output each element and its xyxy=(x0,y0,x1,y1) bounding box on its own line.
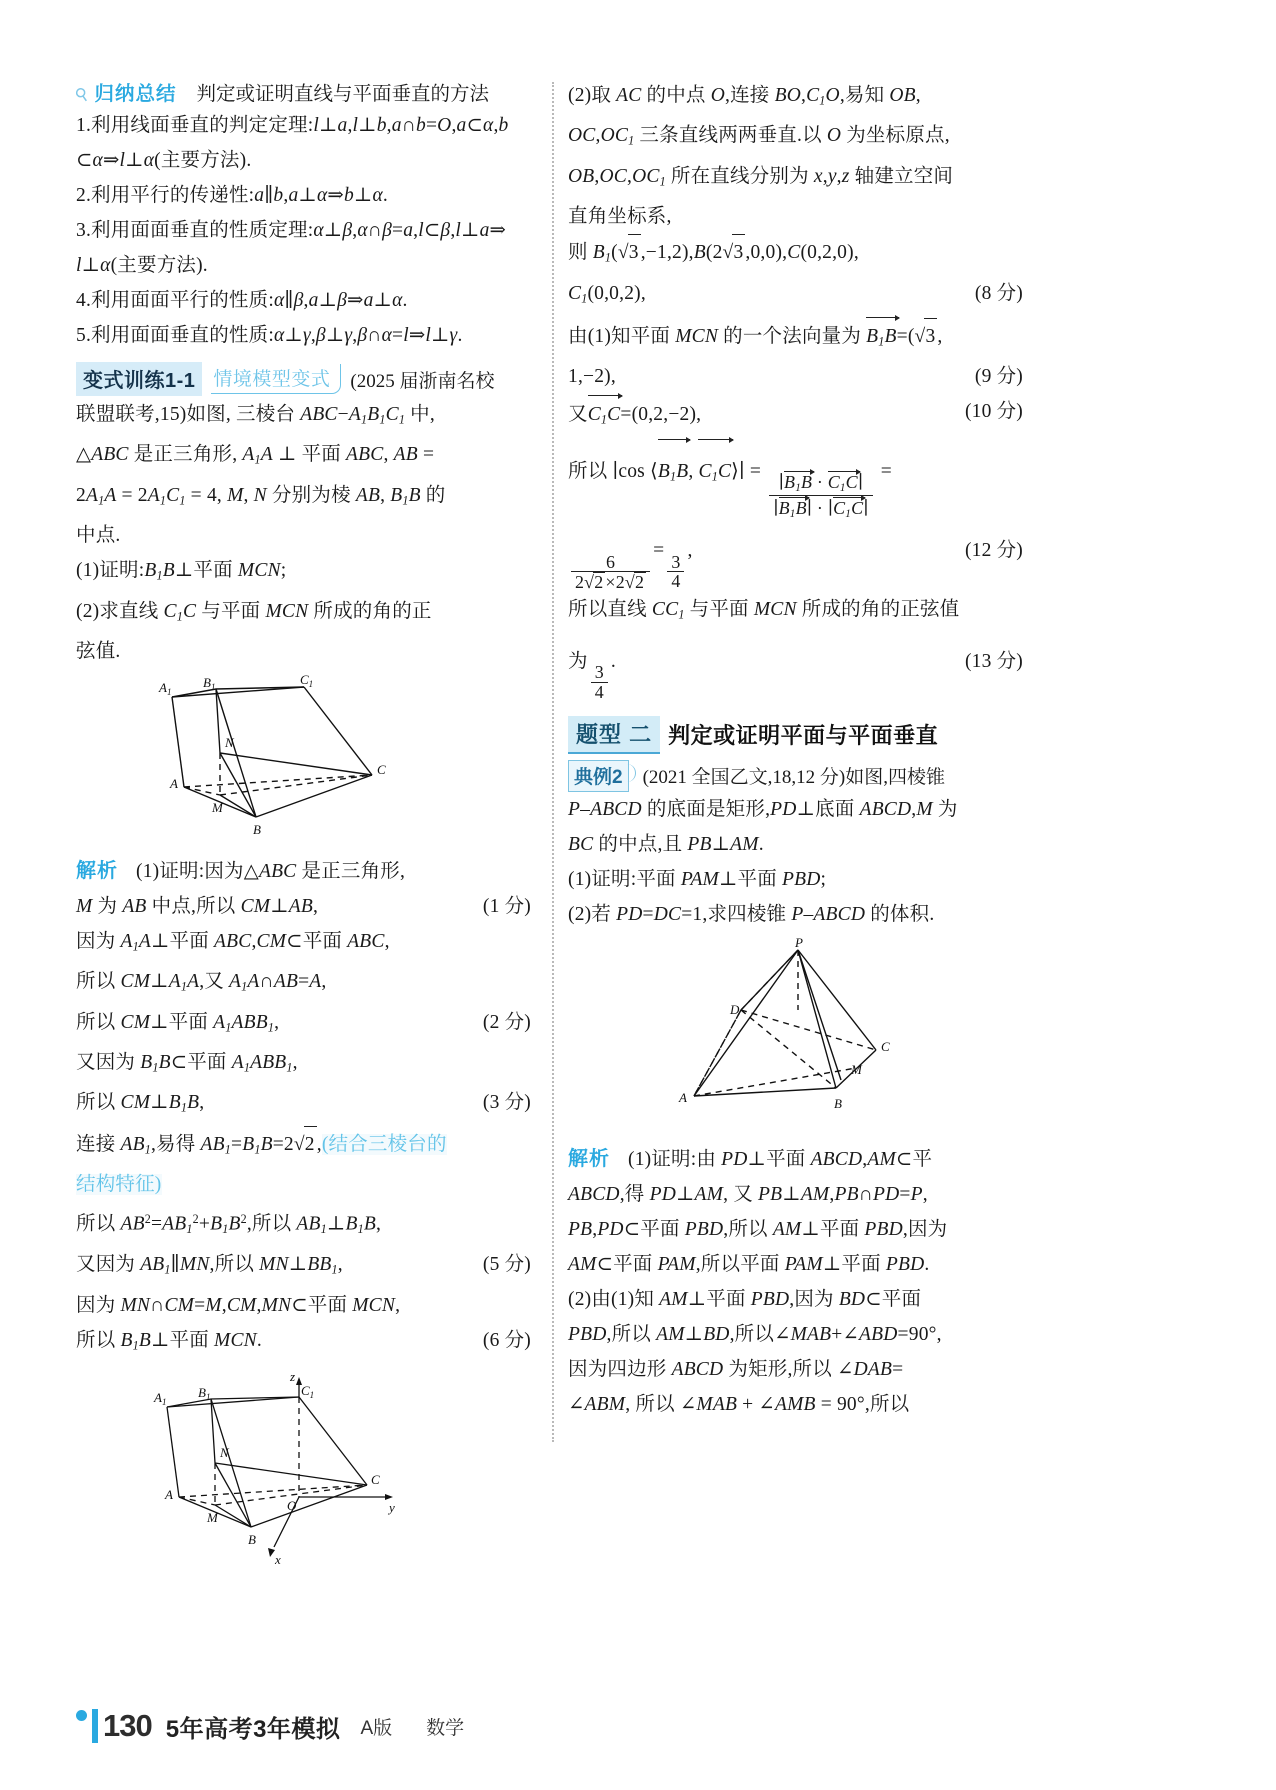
variant-training-tag: 情境模型变式 xyxy=(211,364,341,394)
figure-label-A: A xyxy=(169,775,178,791)
analysis-line: M 为 AB 中点,所以 CM⊥AB, (1 分) xyxy=(76,889,531,924)
summary-item: 4.利用面面平行的性质:α∥β,a⊥β⇒a⊥α. xyxy=(76,290,408,311)
result-fraction: $\frac{6}{2√2 \times 2√2}$ xyxy=(571,553,650,593)
variant-training-question-1: (1)证明$:B_1B\perp$平面 MCN; xyxy=(76,560,287,583)
analysis-annotation: (结合三棱台的 xyxy=(321,1133,447,1155)
figure-label-B1: $B_1$ xyxy=(197,1384,210,1402)
figure-prism-frustum-1 xyxy=(154,675,454,850)
analysis-line: 解析 (1)证明:由 PD⊥平面 ABCD,AM⊂平 xyxy=(568,1147,933,1170)
analysis-label: 解析 xyxy=(76,859,118,882)
analysis-line: 因为四边形 ABCD 为矩形,所以 ∠DAB= xyxy=(568,1358,904,1380)
score-tag: (10 分) xyxy=(964,401,1023,423)
solution-conclusion: 所以直线 $CC_1$ 与平面 MCN 所成的角的正弦值 xyxy=(568,599,960,622)
analysis-line: ∠ABM, 所以 ∠MAB + ∠AMB = 90°,所以 xyxy=(568,1393,910,1415)
solution-line: 由(1)知平面 MCN 的一个法向量为 $B_1B=(√3$ , xyxy=(568,316,1023,359)
example-body: BC 的中点,且 PB⊥AM. xyxy=(568,833,764,855)
question-type-heading xyxy=(568,716,1023,754)
figure-label-C: C xyxy=(370,1471,380,1487)
score-tag: (8 分) xyxy=(974,282,1023,304)
figure-label-B: B xyxy=(252,821,261,837)
page-number: 130 xyxy=(103,1708,152,1743)
example-block xyxy=(568,760,1023,932)
variant-training-source-part1: (2025 届浙南名校 xyxy=(350,370,495,392)
solution-line: $OB,OC,OC_1$ 所在直线分别为 x,y,z 轴建立空间 xyxy=(568,165,954,189)
summary-item: 1.利用线面垂直的判定定理:l⊥a,l⊥b,a∩b=O,a⊂α,b xyxy=(76,115,509,136)
summary-item-cont: l⊥α(主要方法). xyxy=(76,255,208,276)
score-tag: (1 分) xyxy=(482,895,531,917)
figure-label-D: D xyxy=(729,1001,739,1017)
analysis-line: ABCD,得 PD⊥AM, 又 PB⊥AM,PB∩PD=P, xyxy=(568,1183,928,1205)
variant-training-question-2-cont: 弦值. xyxy=(76,640,121,662)
solution-line: (2)取 AC 的中点 O,连接 $BO,C_1O$,易知 OB, xyxy=(568,85,921,108)
solution-line: 1,−2), (9 分) xyxy=(568,359,1023,394)
analysis-label: 解析 xyxy=(568,1147,610,1170)
summary-item: 5.利用面面垂直的性质:α⊥γ,β⊥γ,β∩α=l⇒l⊥γ. xyxy=(76,325,463,346)
analysis-line: 又因为 $AB_1\parallel MN$,所以 $MN\perp BB_1$, (5 分) xyxy=(76,1247,531,1287)
score-tag: (2 分) xyxy=(482,1011,531,1033)
summary-item-cont: ⊂α⇒l⊥α(主要方法). xyxy=(76,150,252,171)
score-tag: (13 分) xyxy=(964,650,1023,672)
axis-arrow-x xyxy=(268,1548,275,1557)
figure-prism-frustum-2-with-axes xyxy=(149,1369,459,1569)
analysis-line: 解析 (1)证明:因为△ABC 是正三角形, xyxy=(76,859,406,882)
figure-label-B1: $B_1$ xyxy=(202,674,215,692)
analysis-line: 所以 $B_1B\perp$平面 MCN. (6 分) xyxy=(76,1323,531,1363)
subject-label: 数学 xyxy=(426,1717,465,1739)
score-tag: (12 分) xyxy=(964,539,1023,561)
analysis-line: AM⊂平面 PAM,所以平面 PAM⊥平面 PBD. xyxy=(568,1253,930,1275)
final-answer-fraction: $\frac{3}{4}$ xyxy=(591,663,608,702)
summary-title: 判定或证明直线与平面垂直的方法 xyxy=(196,84,489,105)
analysis-line: 因为 MN∩CM=M,CM,MN⊂平面 MCN, xyxy=(76,1294,401,1316)
cos-result-line: $\frac{6}{2√2 \times 2√2}$ = $\frac{3}{4}$ , (12 分) xyxy=(568,521,1023,592)
variant-training-question-2: (2)求直线 $C_1C$ 与平面 MCN 所成的角的正 xyxy=(76,600,432,623)
variant-training-block xyxy=(76,362,531,669)
right-column xyxy=(568,78,1023,1422)
analysis-line: 所以 $CM\perp B_1B$, (3 分) xyxy=(76,1085,531,1125)
figure-label-A: A xyxy=(678,1089,687,1105)
score-tag: (6 分) xyxy=(482,1329,531,1351)
analysis-line: 所以 CM⊥平面 $A_1ABB_1$, (2 分) xyxy=(76,1005,531,1045)
example-question-1: (1)证明:平面 PAM⊥平面 PBD; xyxy=(568,868,827,890)
analysis-block-left xyxy=(76,854,531,1363)
figure-pyramid-3 xyxy=(646,938,946,1138)
variant-training-header xyxy=(76,362,531,396)
key-icon: ⚲ xyxy=(71,83,93,106)
figure-label-N: N xyxy=(224,734,234,750)
page-footer xyxy=(76,1708,464,1744)
analysis-annotation-cont: 结构特征) xyxy=(76,1174,162,1196)
figure-label-M: M xyxy=(211,799,223,815)
score-tag: (3 分) xyxy=(482,1092,531,1114)
figure-label-M: M xyxy=(206,1509,218,1525)
score-tag: (5 分) xyxy=(482,1254,531,1276)
figure-label-B: B xyxy=(247,1531,256,1547)
example-body: P–ABCD 的底面是矩形,PD⊥底面 ABCD,M 为 xyxy=(568,798,958,820)
figure-label-y: y xyxy=(388,1499,395,1515)
continued-solution-block xyxy=(568,78,1023,702)
variant-training-badge: 变式训练1-1 xyxy=(76,362,202,396)
example-badge: 典例2 xyxy=(568,760,629,792)
cos-formula-line: 所以 ∣cos $⟨B_1B$, $C_1C⟩∣$ = $\frac{∣B_1B \cdot C_1C∣}{∣B_1B∣ \cdot ∣C_1C∣}$ = xyxy=(568,438,1023,521)
figure-label-P: P xyxy=(794,937,803,950)
figure-label-C1: $C_1$ xyxy=(299,674,313,689)
solution-line: 又$C_1C=(0,2,-2)$, (10 分) xyxy=(568,394,1023,437)
analysis-line: PBD,所以 AM⊥BD,所以∠MAB+∠ABD=90°, xyxy=(568,1323,942,1345)
analysis-line: 因为 $A_1A\perp$平面 ABC,CM⊂平面 ABC, xyxy=(76,930,390,954)
footer-bar-icon xyxy=(92,1709,98,1743)
solution-line: $OC,OC_1$ 三条直线两两垂直.以 O 为坐标原点, xyxy=(568,125,950,148)
figure-label-A: A xyxy=(164,1486,173,1502)
summary-item: 3.利用面面垂直的性质定理:α⊥β,α∩β=a,l⊂β,l⊥a⇒ xyxy=(76,220,507,241)
figure-label-C: C xyxy=(880,1038,890,1054)
summary-box xyxy=(71,78,531,353)
example-header xyxy=(568,760,1023,792)
analysis-line: 又因为 $B_1B\subset$平面 $A_1ABB_1$, xyxy=(76,1052,298,1075)
analysis-line: 所以 $AB^2=AB_1^2+B_1B^2$,所以 $AB_1\perp B_1B$, xyxy=(76,1212,382,1237)
variant-training-body: $2A_1A = 2A_1C_1 = 4$, M, N 分别为棱 AB, $B_1B$ 的 xyxy=(76,484,446,508)
summary-label: 归纳总结 xyxy=(94,84,177,105)
solution-line: $C_1(0,0,2)$, (8 分) xyxy=(568,276,1023,316)
result-value-fraction: $\frac{3}{4}$ xyxy=(667,553,684,592)
page-number-group xyxy=(76,1708,152,1744)
edition-label: A版 xyxy=(360,1717,393,1739)
solution-line: 则 $B_1(√3$ ,−1,2),B(2√3 ,0,0),C(0,2,0), xyxy=(568,234,1023,275)
left-column xyxy=(71,78,531,1573)
analysis-block-right xyxy=(568,1142,1023,1422)
figure-label-B: B xyxy=(833,1095,842,1111)
figure-label-C1: $C_1$ xyxy=(300,1382,314,1400)
solution-line: 直角坐标系, xyxy=(568,206,672,228)
question-type-badge: 题型 二 xyxy=(568,716,660,754)
figure-label-A1: $A_1$ xyxy=(158,679,171,697)
figure-label-N: N xyxy=(219,1444,229,1460)
analysis-line: PB,PD⊂平面 PBD,所以 AM⊥平面 PBD,因为 xyxy=(568,1218,948,1240)
figure-label-z: z xyxy=(289,1368,295,1384)
analysis-line: 所以 $CM\perp A_1A$,又 $A_1A\cap AB=A$, xyxy=(76,971,327,994)
figure-label-O: O xyxy=(286,1497,296,1513)
variant-training-body: 中点. xyxy=(76,525,121,547)
solution-conclusion-cont: 为 $\frac{3}{4}$ . (13 分) xyxy=(568,633,1023,702)
example-question-2: (2)若 PD=DC=1,求四棱锥 P–ABCD 的体积. xyxy=(568,903,935,925)
series-title: 5年高考3年模拟 xyxy=(165,1715,341,1743)
analysis-line: (2)由(1)知 AM⊥平面 PBD,因为 BD⊂平面 xyxy=(568,1288,922,1310)
footer-dot-icon xyxy=(76,1710,87,1721)
summary-header xyxy=(71,78,531,106)
analysis-line: 连接 $AB_1$,易得 $AB_1=B_1B=2√2$ ,(结合三棱台的 xyxy=(76,1126,531,1167)
figure-label-A1: $A_1$ xyxy=(153,1389,166,1407)
figure-label-x: x xyxy=(274,1551,281,1567)
figure-label-M: M xyxy=(850,1061,862,1077)
figure-label-C: C xyxy=(376,761,386,777)
example-source: (2021 全国乙文,18,12 分)如图,四棱锥 xyxy=(642,767,945,789)
question-type-title: 判定或证明平面与平面垂直 xyxy=(668,723,939,749)
variant-training-source-part2: 联盟联考,15)如图, 三棱台 $ABC-A_1B_1C_1$ 中, xyxy=(76,404,435,427)
summary-item: 2.利用平行的传递性:a∥b,a⊥α⇒b⊥α. xyxy=(76,185,388,206)
column-divider xyxy=(552,82,554,1442)
cos-fraction: $\frac{∣B_1B \cdot C_1C∣}{∣B_1B∣ \cdot ∣C_1C∣}$ xyxy=(769,470,872,521)
score-tag: (9 分) xyxy=(974,366,1023,388)
variant-training-body: △ABC 是正三角形, $A_1A$ ⊥ 平面 ABC, AB = xyxy=(76,444,435,467)
